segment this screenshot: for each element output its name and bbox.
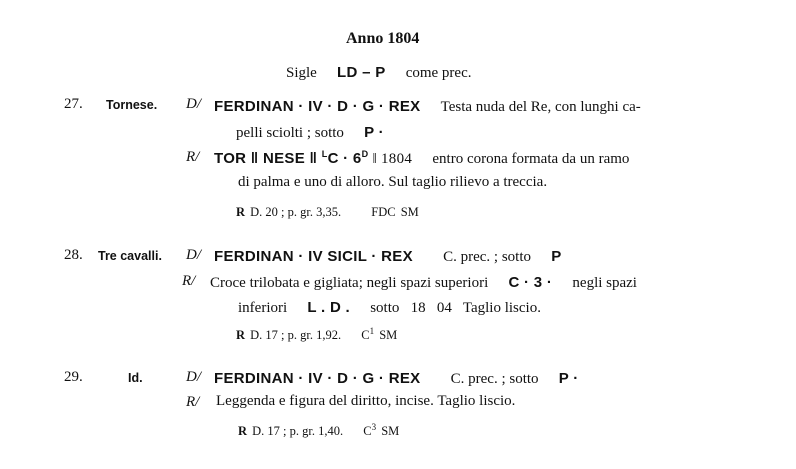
collection: SM [379, 328, 398, 342]
reverse-description-end: sotto 18 04 Taglio liscio. [370, 300, 541, 316]
coin-details [238, 420, 399, 439]
reverse-symbol: R/ [186, 394, 200, 410]
reverse-description-inferior: inferiori [238, 300, 288, 316]
obverse-symbol: D/ [186, 369, 201, 385]
obverse-legend: FERDINAN · IV · D · G · REX [214, 98, 421, 115]
coin-details [236, 201, 419, 220]
reverse-description: Leggenda e figura del diritto, incise. Taglio liscio. [216, 393, 516, 409]
rarity: R [238, 424, 248, 438]
entry-number: 29. [64, 369, 83, 385]
sigle-value: LD – P [337, 64, 386, 81]
reverse-description-cont: negli spazi [572, 275, 637, 291]
details: D. 17 ; p. gr. 1,40. [252, 424, 344, 438]
obverse-description: C. prec. ; sotto [450, 371, 539, 387]
reverse-line [210, 272, 637, 292]
obverse-mark: P [551, 248, 562, 265]
sigle-prefix: Sigle [286, 65, 317, 81]
coin-name: Id. [128, 371, 143, 385]
obverse-symbol: D/ [186, 247, 201, 263]
obverse-line [214, 246, 562, 266]
obverse-description-cont: pelli sciolti ; sotto [236, 125, 344, 141]
coin-name: Tre cavalli. [98, 249, 162, 263]
coin-name: Tornese. [106, 98, 158, 112]
collection: SM [381, 424, 400, 438]
reverse-mark-2: L . D . [307, 299, 351, 316]
obverse-legend: FERDINAN · IV · D · G · REX [214, 370, 421, 387]
reverse-description: Croce trilobata e gigliata; negli spazi superiori [210, 275, 489, 291]
reverse-symbol: R/ [186, 149, 200, 165]
grade: $C^3$ [363, 421, 377, 438]
obverse-symbol: D/ [186, 96, 201, 112]
rarity: R [236, 328, 246, 342]
rarity: R [236, 205, 246, 219]
reverse-symbol: R/ [182, 273, 196, 289]
entry-number: 27. [64, 96, 83, 112]
reverse-description: entro corona formata da un ramo [432, 151, 630, 167]
obverse-line [214, 368, 579, 388]
sigle-line [286, 62, 472, 82]
details: D. 17 ; p. gr. 1,92. [250, 328, 342, 342]
obverse-description: C. prec. ; sotto [443, 249, 531, 265]
obverse-line [214, 96, 641, 116]
reverse-line [214, 148, 629, 168]
entry-number: 28. [64, 247, 83, 263]
reverse-line-2 [238, 297, 541, 317]
reverse-mark: C · 3 · [508, 274, 553, 291]
grade: FDC [371, 205, 396, 219]
reverse-legend: TOR ‖ NESE ‖ $^LC \cdot 6^D$ ‖ 1804 [214, 149, 413, 167]
sigle-suffix: come prec. [405, 65, 472, 81]
obverse-line-2 [236, 122, 384, 142]
details: D. 20 ; p. gr. 3,35. [250, 205, 342, 219]
year-title: Anno 1804 [346, 30, 420, 47]
collection: SM [400, 205, 419, 219]
grade: $C^1$ [361, 325, 375, 342]
obverse-mark: P · [558, 370, 579, 387]
obverse-description: Testa nuda del Re, con lunghi ca- [440, 99, 641, 115]
coin-details [236, 324, 397, 343]
reverse-description-cont: di palma e uno di alloro. Sul taglio rilievo a treccia. [238, 174, 548, 190]
obverse-legend: FERDINAN · IV SICIL · REX [214, 248, 413, 265]
obverse-mark: P · [364, 124, 384, 141]
